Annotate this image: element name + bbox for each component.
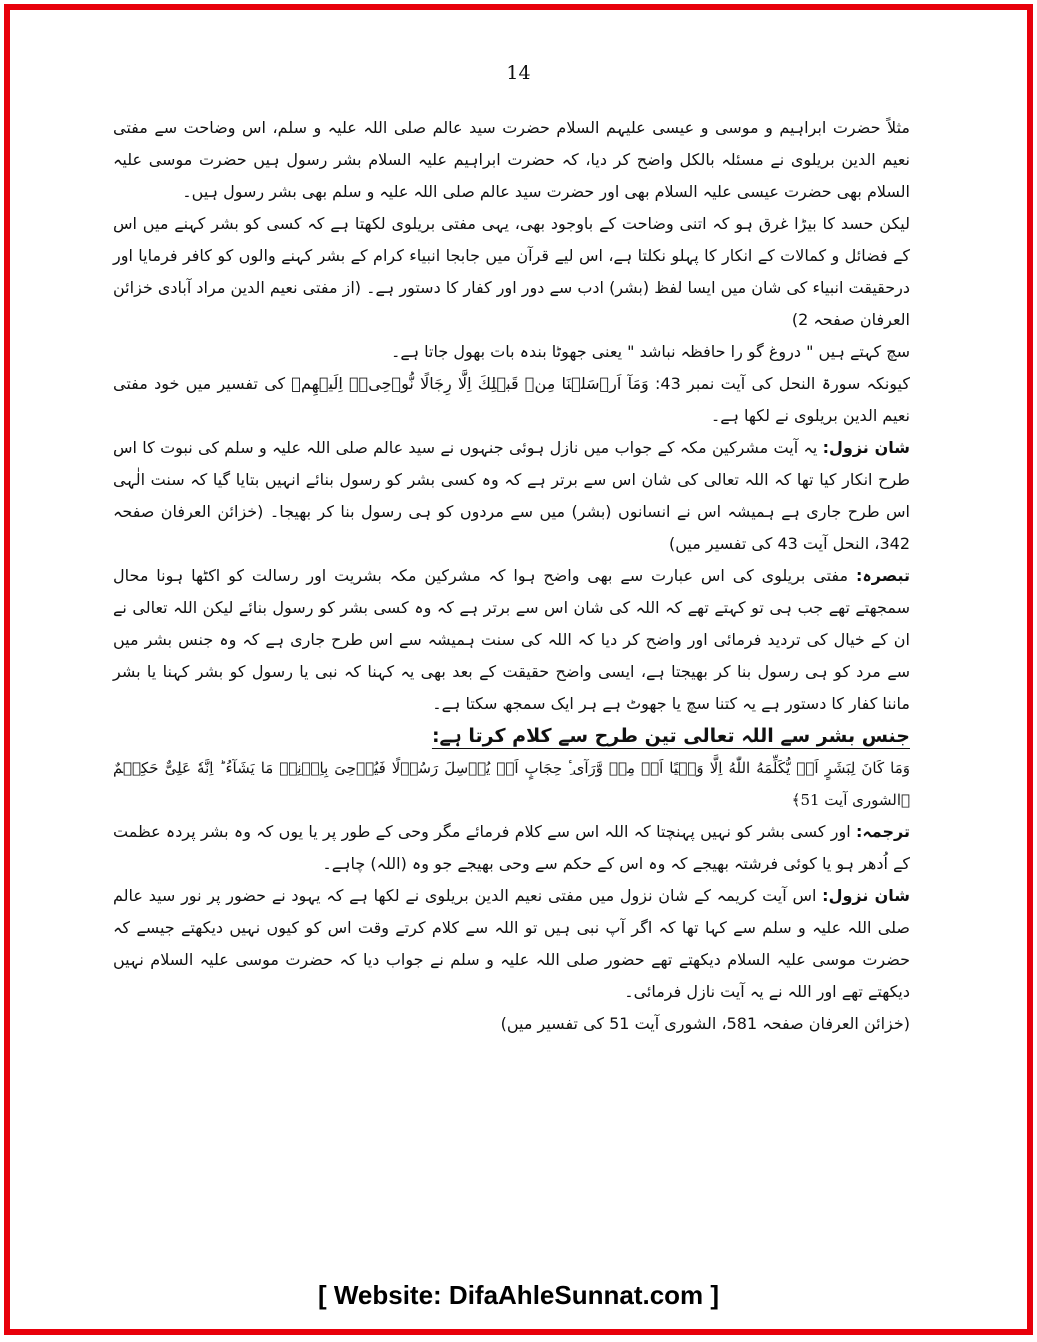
paragraph-4: کیونکہ سورۃ النحل کی آیت نمبر 43: وَمَآ اَرۡسَلۡنَا مِنۡ قَبۡلِكَ اِلَّا رِجَالًا نُّوۡحِىۡۤ اِلَيۡهِمۡ کی تفسیر میں خود مفتی نعیم الدین بریلوی نے لکھا ہے۔ (113, 374, 910, 425)
shan-nuzool-1-text: یہ آیت مشرکین مکہ کے جواب میں نازل ہوئی جنہوں نے سید عالم صلی اللہ علیہ و سلم کی نبوت کا اس طرح انکار کیا تھا کہ اللہ تعالی کی شان اس سے برتر ہے کہ وہ کسی بشر کو رسول بنائے انہیں بتایا گیا کہ سنت الٰہی اس طرح جاری ہے ہمیشہ اس نے انسانوں (بشر) میں سے مردوں کو ہی رسول بنا کر بھیجا۔ (خزائن العرفان صفحہ 342، النحل آیت 43 کی تفسیر میں) (113, 438, 910, 553)
shan-nuzool-2 (113, 880, 910, 1008)
tarjuma (113, 816, 910, 880)
tabsira-label: تبصرہ: (855, 566, 910, 585)
tabsira-text: مفتی بریلوی کی اس عبارت سے بھی واضح ہوا کہ مشرکین مکہ بشریت اور رسالت کو اکٹھا ہونا محال سمجھتے تھے جب ہی تو کہتے تھے کہ اللہ کی شان اس سے برتر ہے کہ وہ کسی بشر کو رسول بنائے لیکن اللہ تعالی نے ان کے خیال کی تردید فرمائی اور واضح کر دیا کہ اللہ کی سنت ہمیشہ سے اس طرح جاری ہے کہ وہ جنس بشر میں سے مرد کو ہی رسول بنا کر بھیجتا ہے، ایسی واضح حقیقت کے بعد بھی یہ کہنا کہ نبی یا رسول کو بشر کہنا یا بشر ماننا کفار کا دستور ہے یہ کتنا سچ یا جھوٹ ہے ہر ایک سمجھ سکتا ہے۔ (113, 566, 910, 713)
section-heading: جنس بشر سے اللہ تعالی تین طرح سے کلام کرتا ہے: (431, 725, 910, 747)
tarjuma-text: اور کسی بشر کو نہیں پہنچتا کہ اللہ اس سے کلام فرمائے مگر وحی کے طور پر یا یوں کہ وہ بشر پردہ عظمت کے اُدھر ہو یا کوئی فرشتہ بھیجے کہ وہ اس کے حکم سے وحی بھیجے جو وہ (اللہ) چاہے۔ (113, 822, 910, 873)
quran-ayah: وَمَا كَانَ لِبَشَرٍ اَنۡ يُّكَلِّمَهُ اللّٰهُ اِلَّا وَحۡيًا اَوۡ مِنۡ وَّرَآىٴِ حِجَابٍ اَوۡ يُرۡسِلَ رَسُوۡلًا فَيُوۡحِىَ بِاِذۡنِهٖ مَا يَشَآءُ ‌ؕ اِنَّهٗ عَلِىٌّ حَكِيۡمٌ ﴿الشوری آیت 51﴾ (113, 759, 910, 809)
paragraph-1: مثلاً حضرت ابراہیم و موسی و عیسی علیہم السلام حضرت سید عالم صلی اللہ علیہ و سلم، اس وضاحت سے مفتی نعیم الدین بریلوی نے مسئلہ بالکل واضح کر دیا، کہ حضرت ابراہیم علیہ السلام بشر رسول ہیں حضرت موسی علیہ السلام بھی حضرت عیسی علیہ السلام بھی اور حضرت سید عالم صلی اللہ علیہ و سلم بھی بشر رسول ہیں۔ (113, 118, 910, 201)
paragraph-2: لیکن حسد کا بیڑا غرق ہو کہ اتنی وضاحت کے باوجود بھی، یہی مفتی بریلوی لکھتا ہے کہ کسی کو بشر کہنے میں اس کے فضائل و کمالات کے انکار کا پہلو نکلتا ہے، اس لیے قرآن میں جابجا انبیاء کرام کے بشر کہنے والوں کو کافر فرمایا اور درحقیقت انبیاء کی شان میں ایسا لفظ (بشر) ادب سے دور اور کفار کا دستور ہے۔ (از مفتی نعیم الدین مراد آبادی خزائن العرفان صفحہ 2) (113, 214, 910, 329)
tabsira (113, 560, 910, 720)
tarjuma-label: ترجمہ: (856, 822, 910, 841)
shan-nuzool-2-label: شان نزول: (822, 886, 910, 905)
reference-final: (خزائن العرفان صفحہ 581، الشوری آیت 51 کی تفسیر میں) (500, 1014, 910, 1033)
paragraph-3: سچ کہتے ہیں " دروغ گو را حافظہ نباشد " یعنی جھوٹا بندہ بات بھول جاتا ہے۔ (390, 342, 910, 361)
shan-nuzool-2-text: اس آیت کریمہ کے شان نزول میں مفتی نعیم الدین بریلوی نے لکھا ہے کہ یہود نے حضور پر نور سید عالم صلی اللہ علیہ و سلم سے کہا تھا کہ اگر آپ نبی ہیں تو اللہ سے کلام کرتے وقت اس کو کیوں نہیں دیکھتے جیسے کہ حضرت موسی علیہ السلام دیکھتے تھے حضور صلی اللہ علیہ و سلم نے جواب دیا کہ حضرت موسی علیہ السلام نہیں دیکھتے تھے اور اللہ نے یہ آیت نازل فرمائی۔ (113, 886, 910, 1001)
shan-nuzool-1-label: شان نزول: (822, 438, 911, 457)
document-body (113, 112, 910, 1192)
page-number: 14 (506, 62, 531, 84)
shan-nuzool-1 (113, 432, 910, 560)
website-footer: [ Website: DifaAhleSunnat.com ] (317, 1280, 720, 1310)
